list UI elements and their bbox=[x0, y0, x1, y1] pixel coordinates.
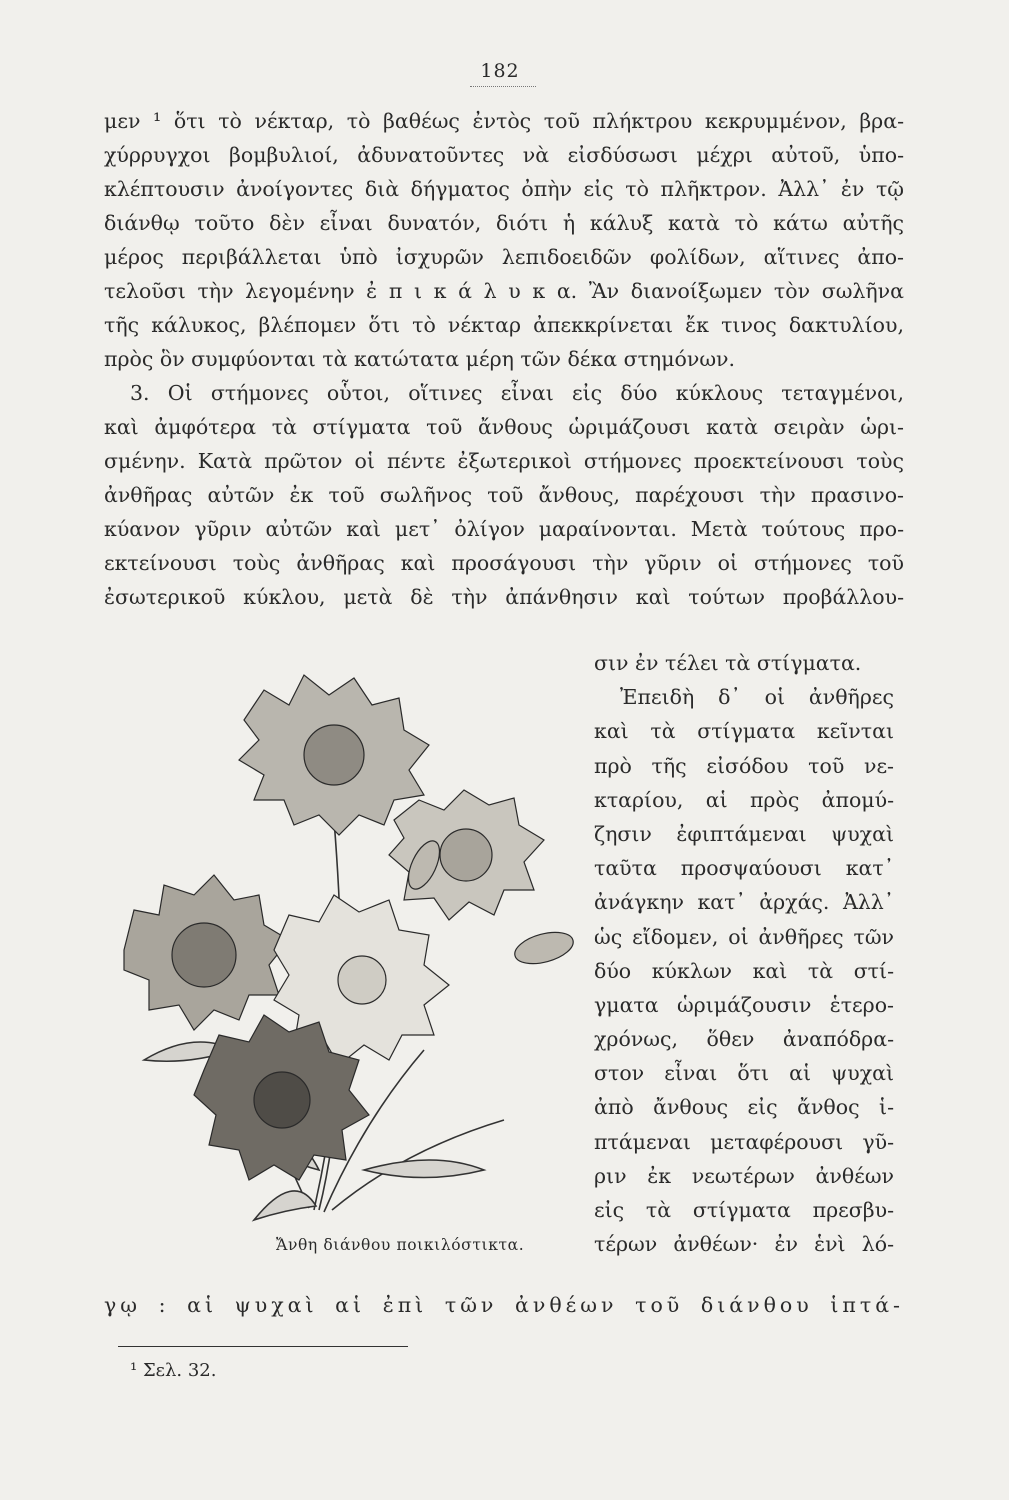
paragraph-start-line: Ἐπειδὴ δ᾽ οἱ ἀνθῆρες bbox=[620, 685, 894, 710]
text-line: τελοῦσι τὴν λεγομένην ἐ π ι κ ά λ υ κ α. Ἂν διανοίξωμεν τὸν σωλῆνα bbox=[104, 279, 904, 303]
carnation-bouquet-figure bbox=[104, 650, 580, 1245]
text-line: γῳ : αἱ ψυχαὶ αἱ ἐπὶ τῶν ἀνθέων τοῦ διάνθου ἱπτά- bbox=[104, 1293, 904, 1317]
figure-caption: Ἄνθη διάνθου ποικιλόστικτα. bbox=[276, 1236, 525, 1254]
text-line: καὶ ἀμφότερα τὰ στίγματα τοῦ ἄνθους ὡριμάζουσι κατὰ σειρὰν ὡρι- bbox=[104, 415, 904, 439]
text-line: χρόνως, ὅθεν ἀναπόδρα- bbox=[594, 1027, 894, 1052]
text-line: μέρος περιβάλλεται ὑπὸ ἰσχυρῶν λεπιδοειδῶν φολίδων, αἵτινες ἀπο- bbox=[104, 245, 904, 269]
text-line: πτάμεναι μεταφέρουσι γῦ- bbox=[594, 1129, 894, 1154]
text-line: ἐσωτερικοῦ κύκλου, μετὰ δὲ τὴν ἀπάνθησιν καὶ τούτων προβάλλου- bbox=[104, 585, 904, 609]
paragraph-start-line: 3. Οἱ στήμονες οὗτοι, οἵτινες εἶναι εἰς δύο κύκλους τεταγμένοι, bbox=[130, 381, 904, 405]
text-line: ταῦτα προσψαύουσι κατ᾽ bbox=[594, 856, 894, 881]
text-line: εκτείνουσι τοὺς ἀνθῆρας καὶ προσάγουσι τὴν γῦριν οἱ στήμονες τοῦ bbox=[104, 551, 904, 575]
text-line: κλέπτουσιν ἀνοίγοντες διὰ δήγματος ὀπὴν εἰς τὸ πλῆκτρον. Ἀλλ᾽ ἐν τῷ bbox=[104, 177, 904, 201]
text-line: ὡς εἴδομεν, οἱ ἀνθῆρες τῶν bbox=[594, 924, 894, 949]
text-line: σμένην. Κατὰ πρῶτον οἱ πέντε ἐξωτερικοὶ στήμονες προεκτείνουσι τοὺς bbox=[104, 449, 904, 473]
right-column-text bbox=[594, 646, 894, 1261]
text-line: τῆς κάλυκος, βλέπομεν ὅτι τὸ νέκταρ ἀπεκκρίνεται ἔκ τινος δακτυλίου, bbox=[104, 313, 904, 337]
footnote-rule bbox=[118, 1346, 408, 1347]
text-line: διάνθῳ τοῦτο δὲν εἶναι δυνατόν, διότι ἡ κάλυξ κατὰ τὸ κάτω αὐτῆς bbox=[104, 211, 904, 235]
text-line: ζησιν ἐφιπτάμεναι ψυχαὶ bbox=[594, 821, 894, 846]
text-line: σιν ἐν τέλει τὰ στίγματα. bbox=[594, 651, 862, 675]
text-line: δύο κύκλων καὶ τὰ στί- bbox=[594, 958, 894, 983]
text-line: εἰς τὰ στίγματα πρεσβυ- bbox=[594, 1198, 894, 1222]
page-number: 182 bbox=[480, 60, 520, 82]
text-line: ἀνάγκην κατ᾽ ἀρχάς. Ἀλλ᾽ bbox=[594, 890, 894, 915]
carnation-bouquet-icon bbox=[104, 650, 580, 1245]
text-line: γματα ὡριμάζουσιν ἑτερο- bbox=[594, 992, 894, 1017]
text-line: καὶ τὰ στίγματα κεῖνται bbox=[594, 719, 894, 744]
text-line: κύανον γῦριν αὐτῶν καὶ μετ᾽ ὀλίγον μαραίνονται. Μετὰ τούτους προ- bbox=[104, 517, 904, 541]
text-line: ριν ἐκ νεωτέρων ἀνθέων bbox=[594, 1163, 894, 1188]
footnote: ¹ Σελ. 32. bbox=[130, 1360, 217, 1381]
text-line: ἀπὸ ἄνθους εἰς ἄνθος ἱ- bbox=[594, 1095, 894, 1120]
page-number-rule bbox=[470, 86, 536, 87]
text-line: πρὸς ὃν συμφύονται τὰ κατώτατα μέρη τῶν δέκα στημόνων. bbox=[104, 347, 736, 371]
closing-line bbox=[104, 1288, 904, 1322]
text-line: στον εἶναι ὅτι αἱ ψυχαὶ bbox=[594, 1061, 894, 1086]
text-line: κταρίου, αἱ πρὸς ἀπομύ- bbox=[594, 787, 894, 812]
text-line: μεν ¹ ὅτι τὸ νέκταρ, τὸ βαθέως ἐντὸς τοῦ πλήκτρου κεκρυμμένον, βρα- bbox=[104, 109, 904, 133]
main-text-block bbox=[104, 104, 904, 614]
text-line: ἀνθῆρας αὐτῶν ἐκ τοῦ σωλῆνος τοῦ ἄνθους, παρέχουσι τὴν πρασινο- bbox=[104, 483, 904, 507]
text-line: χύρρυγχοι βομβυλιοί, ἀδυνατοῦντες νὰ εἰσδύσωσι μέχρι αὐτοῦ, ὑπο- bbox=[104, 143, 904, 167]
text-line: τέρων ἀνθέων· ἐν ἑνὶ λό- bbox=[594, 1232, 894, 1257]
text-line: πρὸ τῆς εἰσόδου τοῦ νε- bbox=[594, 753, 894, 778]
